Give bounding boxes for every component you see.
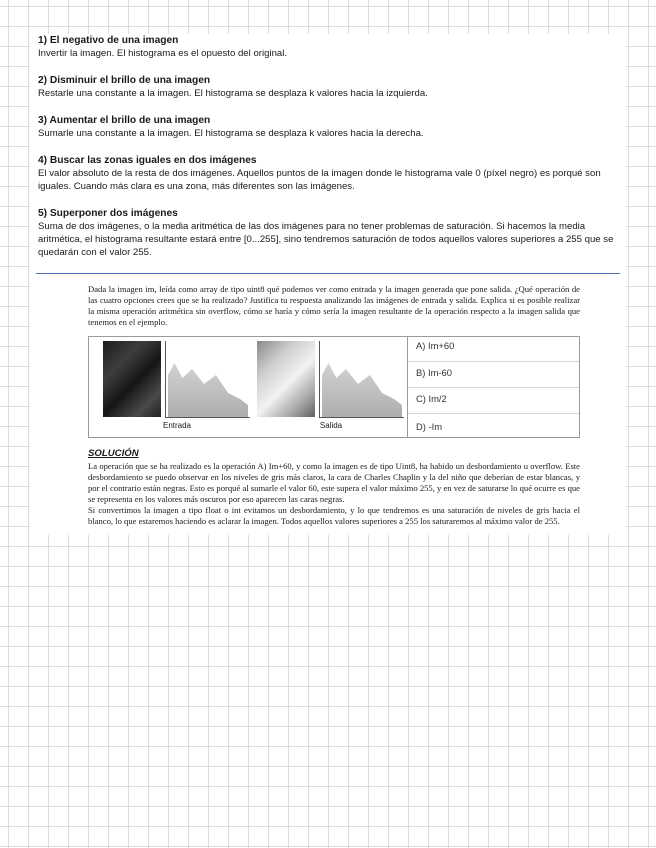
section-body: Suma de dos imágenes, o la media aritmética de las dos imágenes para no tener problemas de saturación. Si hacemos la media aritmética, el histograma resultante estará entre [0...255], sino tendremos saturación de todos aquellos valores superiores a 255 que se quedarán con el valor 255. — [38, 221, 614, 258]
input-caption: Entrada — [162, 421, 192, 430]
output-caption: Salida — [319, 421, 343, 430]
input-image — [103, 341, 161, 417]
section-body: Sumarle una constante a la imagen. El histograma se desplaza k valores hacia la derecha. — [38, 128, 424, 139]
section-body: Restarle una constante a la imagen. El histograma se desplaza k valores hacia la izquierda. — [38, 88, 428, 99]
section-body: Invertir la imagen. El histograma es el opuesto del original. — [38, 48, 288, 59]
solution-title: SOLUCIÓN — [88, 448, 139, 459]
solution-paragraph-1: La operación que se ha realizado es la operación A) Im+60, y como la imagen es de tipo Uint8, ha habido un desbordamiento u overflow. Este desbordamiento se puedo observar en los niveles de gris más claros, la cara de Charles Chaplin y la del niño que deberían de estar blancas, y por el contrario están negras. Esto es porqué al sumarle el valor 60, este supera el valor máximo 255, y en vez de saturarse lo qué ocurre es que se representa en los valores más oscuros por eso aparecen las caras negras. — [88, 461, 580, 504]
option-b: B) Im-60 — [416, 367, 452, 378]
option-a: A) Im+60 — [416, 340, 455, 351]
output-histogram — [319, 341, 404, 418]
section-title: 5) Superponer dos imágenes — [38, 208, 178, 219]
options-list — [407, 337, 579, 437]
option-d: D) -Im — [416, 421, 443, 432]
section-divider — [36, 273, 620, 274]
section-body: El valor absoluto de la resta de dos imágenes. Aquellos puntos de la imagen donde le histograma vale 0 (píxel negro) es porqué son iguales. Cuando más clara es una zona, más diferentes son las imágenes. — [38, 168, 601, 192]
input-histogram — [165, 341, 250, 418]
output-image — [257, 341, 315, 417]
section-title: 3) Aumentar el brillo de una imagen — [38, 115, 211, 126]
section-title: 1) El negativo de una imagen — [38, 35, 179, 46]
document-page — [30, 34, 626, 535]
section-decrease-brightness — [38, 74, 618, 100]
section-negative — [38, 34, 618, 60]
section-increase-brightness — [38, 114, 618, 140]
solution-paragraph-2: Si convertimos la imagen a tipo float o int evitamos un desbordamiento, y lo que tendremos es una saturación de niveles de gris hacia el blanco, lo que estaremos haciendo es aclarar la imagen. Todos aquellos valores superiores a 255 los saturaremos al máximo valor de 255. — [88, 505, 580, 526]
section-title: 4) Buscar las zonas iguales en dos imágenes — [38, 155, 257, 166]
section-title: 2) Disminuir el brillo de una imagen — [38, 75, 211, 86]
option-c: C) Im/2 — [416, 393, 447, 404]
section-equal-zones — [38, 154, 618, 193]
exercise-block — [38, 284, 618, 527]
exercise-question: Dada la imagen im, leída como array de tipo uint8 qué podemos ver como entrada y la imagen generada que pone salida. ¿Qué operación de las cuatro opciones crees que se ha realizado? Justifica tu respuesta analizando las imágenes de entrada y salida. Explica si es posible realizar la misma operación aritmética sin overflow, cómo se haría y cómo sería la imagen resultante de la operación respecto a la imagen salida que tenemos en el ejemplo. — [88, 284, 580, 327]
exercise-figure — [88, 336, 580, 438]
section-overlay — [38, 207, 618, 259]
